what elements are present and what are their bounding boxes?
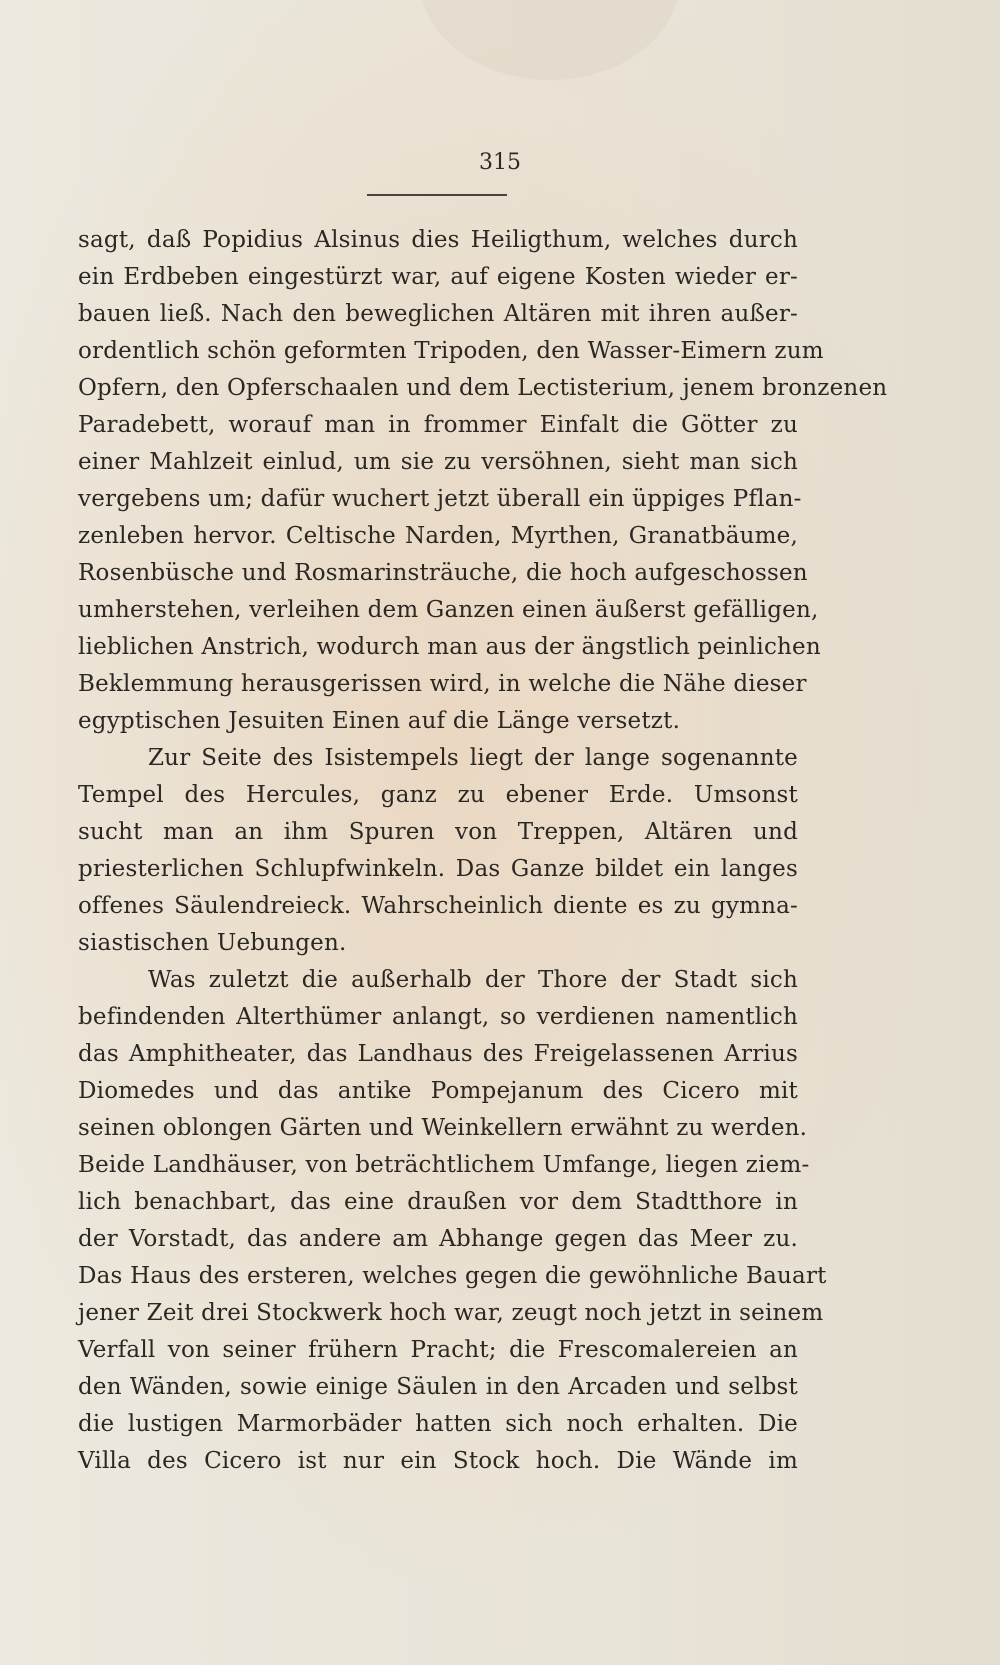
page-number: 315 [479, 150, 521, 175]
text-line: Tempel des Hercules, ganz zu ebener Erde. Umsonst [78, 782, 798, 808]
text-line: sagt, daß Popidius Alsinus dies Heiligthum, welches durch [78, 227, 798, 253]
text-line: Was zuletzt die außerhalb der Thore der Stadt sich [148, 967, 798, 993]
text-line: Zur Seite des Isistempels liegt der lange sogenannte [148, 745, 798, 771]
text-line: offenes Säulendreieck. Wahrscheinlich diente es zu gymna- [78, 893, 798, 919]
text-line: zenleben hervor. Celtische Narden, Myrthen, Granatbäume, [78, 523, 798, 549]
text-line: Rosenbüsche und Rosmarinsträuche, die hoch aufgeschossen [78, 560, 808, 586]
text-line: Opfern, den Opferschaalen und dem Lectisterium, jenem bronzenen [78, 375, 888, 401]
text-line: vergebens um; dafür wuchert jetzt überall ein üppiges Pflan- [78, 486, 802, 512]
text-line: einer Mahlzeit einlud, um sie zu versöhnen, sieht man sich [78, 449, 798, 475]
text-line: priesterlichen Schlupfwinkeln. Das Ganze bildet ein langes [78, 856, 798, 882]
text-line: Das Haus des ersteren, welches gegen die gewöhnliche Bauart [78, 1263, 827, 1289]
text-line: Verfall von seiner frühern Pracht; die Frescomalereien an [78, 1337, 798, 1363]
text-line: jener Zeit drei Stockwerk hoch war, zeugt noch jetzt in seinem [78, 1300, 824, 1326]
text-line: lieblichen Anstrich, wodurch man aus der ängstlich peinlichen [78, 634, 821, 660]
header-rule [367, 194, 507, 196]
text-line: den Wänden, sowie einige Säulen in den Arcaden und selbst [78, 1374, 798, 1400]
text-line: sucht man an ihm Spuren von Treppen, Altären und [78, 819, 798, 845]
text-line: egyptischen Jesuiten Einen auf die Länge versetzt. [78, 708, 681, 734]
text-line: seinen oblongen Gärten und Weinkellern erwähnt zu werden. [78, 1115, 808, 1141]
text-line: Villa des Cicero ist nur ein Stock hoch. Die Wände im [78, 1448, 798, 1474]
text-line: Paradebett, worauf man in frommer Einfalt die Götter zu [78, 412, 798, 438]
text-line: Diomedes und das antike Pompejanum des Cicero mit [78, 1078, 798, 1104]
text-line: der Vorstadt, das andere am Abhange gegen das Meer zu. [78, 1226, 798, 1252]
text-line: die lustigen Marmorbäder hatten sich noch erhalten. Die [78, 1411, 798, 1437]
text-line: befindenden Alterthümer anlangt, so verdienen namentlich [78, 1004, 798, 1030]
text-line: Beklemmung herausgerissen wird, in welche die Nähe dieser [78, 671, 807, 697]
text-line: ordentlich schön geformten Tripoden, den Wasser-Eimern zum [78, 338, 824, 364]
text-line: umherstehen, verleihen dem Ganzen einen äußerst gefälligen, [78, 597, 819, 623]
text-line: Beide Landhäuser, von beträchtlichem Umfange, liegen ziem- [78, 1152, 810, 1178]
page-stain [420, 0, 680, 80]
text-line: bauen ließ. Nach den beweglichen Altären mit ihren außer- [78, 301, 798, 327]
text-line: siastischen Uebungen. [78, 930, 347, 956]
text-line: lich benachbart, das eine draußen vor dem Stadtthore in [78, 1189, 798, 1215]
text-line: das Amphitheater, das Landhaus des Freigelassenen Arrius [78, 1041, 798, 1067]
text-line: ein Erdbeben eingestürzt war, auf eigene Kosten wieder er- [78, 264, 798, 290]
body-text [78, 222, 888, 1480]
